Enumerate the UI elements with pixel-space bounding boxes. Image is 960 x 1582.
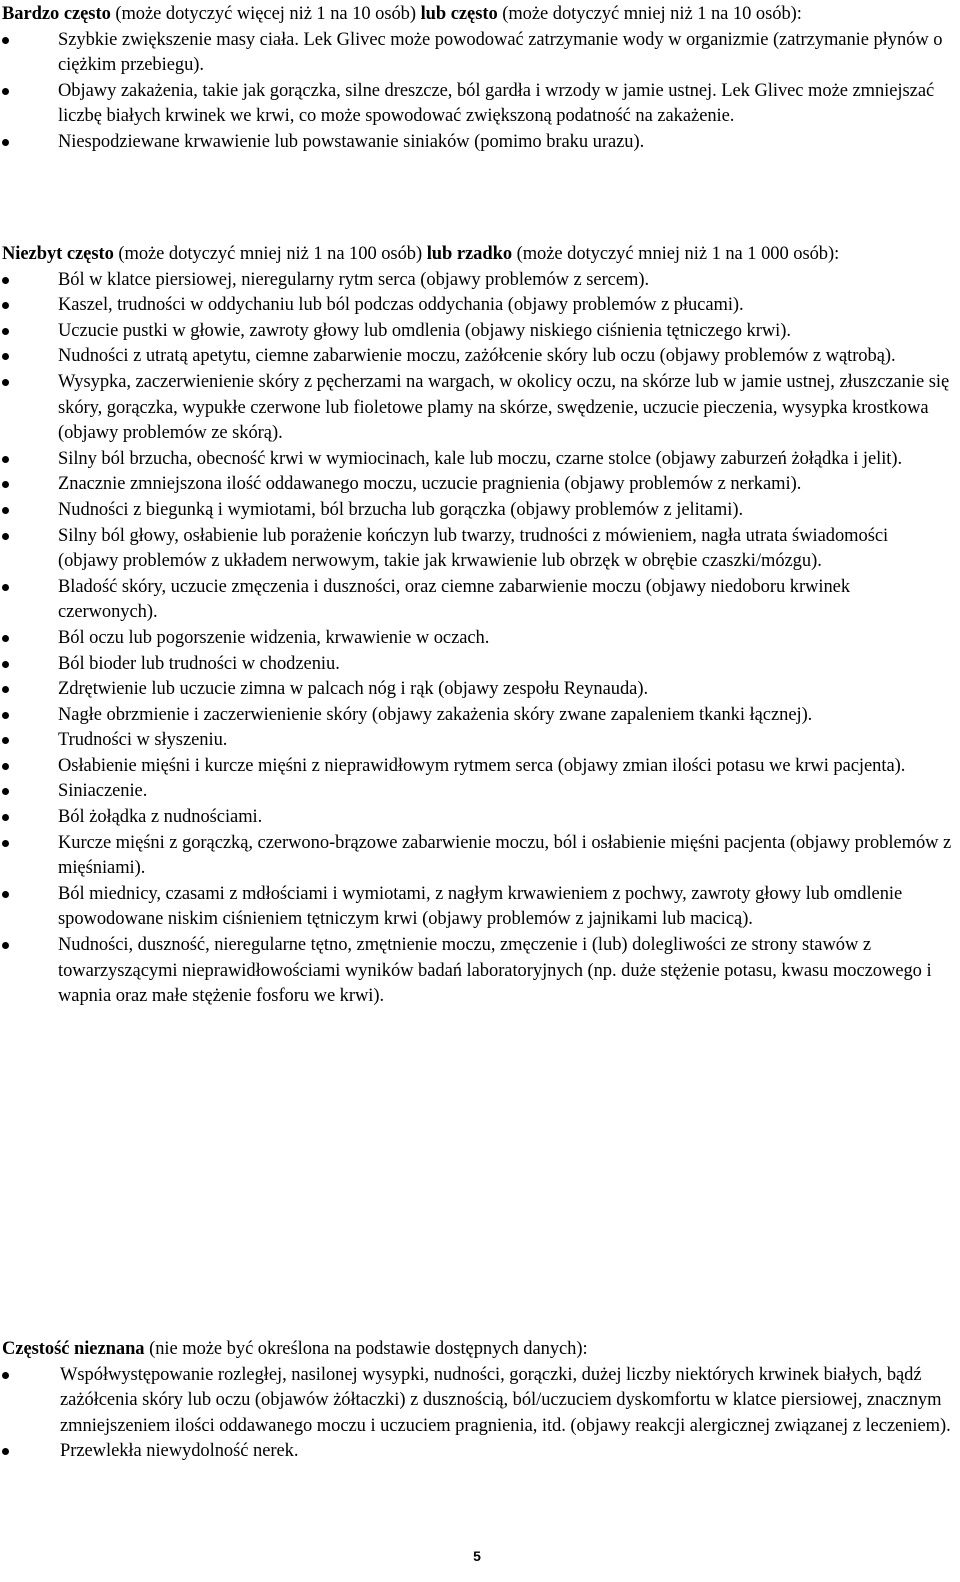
- heading-bold-term: Bardzo często: [2, 4, 111, 24]
- list-item-text: Znacznie zmniejszona ilość oddawanego moczu, uczucie pragnienia (objawy problemów z nerkami).: [58, 474, 802, 495]
- side-effects-list: [2, 28, 952, 156]
- list-item-text: Objawy zakażenia, takie jak gorączka, silne dreszcze, ból gardła i wrzody w jamie ustnej. Lek Glivec może zmniejszać liczbę białych krwinek we krwi, co może spowodować zwiększoną podatność na zakażenie.: [58, 80, 935, 127]
- bullet-icon: [2, 763, 9, 770]
- side-effects-list: [2, 1363, 952, 1465]
- list-item: [2, 447, 952, 473]
- list-item: [2, 28, 952, 79]
- bullet-icon: [2, 277, 9, 284]
- section-uncommon-rare: [2, 242, 952, 1010]
- bullet-icon: [2, 840, 9, 847]
- page-number: 5: [473, 1548, 481, 1564]
- list-item: [2, 805, 952, 831]
- list-item-text: Bladość skóry, uczucie zmęczenia i duszności, oraz ciemne zabarwienie moczu (objawy niedoboru krwinek czerwonych).: [58, 576, 851, 623]
- list-item-text: Uczucie pustki w głowie, zawroty głowy lub omdlenia (objawy niskiego ciśnienia tętniczego krwi).: [58, 320, 791, 341]
- bullet-icon: [2, 139, 9, 146]
- list-item: [2, 498, 952, 524]
- bullet-icon: [2, 353, 9, 360]
- list-item-text: Osłabienie mięśni i kurcze mięśni z nieprawidłowym rytmem serca (objawy zmian ilości potasu we krwi pacjenta).: [58, 755, 906, 776]
- list-item-text: Przewlekła niewydolność nerek.: [60, 1441, 299, 1462]
- bullet-icon: [2, 686, 9, 693]
- section-frequency-unknown: [2, 1337, 952, 1465]
- list-item-text: Trudności w słyszeniu.: [58, 730, 228, 751]
- list-item-text: Ból miednicy, czasami z mdłościami i wymiotami, z nagłym krwawieniem z pochwy, zawroty głowy lub omdlenie spowodowane niskim ciśnieniem tętniczym krwi (objawy problemów z jajnikami lub macicą).: [58, 883, 903, 930]
- heading-bold-term: lub rzadko: [426, 244, 513, 264]
- heading-description: (może dotyczyć więcej niż 1 na 10 osób): [110, 4, 421, 24]
- list-item-text: Niespodziewane krwawienie lub powstawanie siniaków (pomimo braku urazu).: [58, 131, 645, 152]
- list-item: [2, 268, 952, 294]
- list-item-text: Nudności, duszność, nieregularne tętno, zmętnienie moczu, zmęczenie i (lub) dolegliwości ze strony stawów z towarzyszącymi nieprawidłowościami wyników badań laboratoryjnych (np. duże stężenie potasu, kwasu moczowego i wapnia oraz małe stężenie fosforu we krwi).: [58, 935, 932, 1007]
- section-heading: [2, 1337, 952, 1363]
- list-item: [2, 1439, 952, 1465]
- list-item: [2, 933, 952, 1010]
- heading-description: (może dotyczyć mniej niż 1 na 100 osób): [113, 244, 427, 264]
- list-item: [2, 79, 952, 130]
- heading-bold-term: Częstość nieznana: [2, 1339, 145, 1359]
- section-very-common: [2, 2, 952, 156]
- list-item-text: Silny ból głowy, osłabienie lub porażenie kończyn lub twarzy, trudności z mówieniem, nagła utrata świadomości (objawy problemów z układem nerwowym, takie jak krwawienie lub obrzęk w obrębie czaszki/mózgu).: [58, 525, 889, 572]
- list-item: [2, 754, 952, 780]
- bullet-icon: [2, 1372, 9, 1379]
- list-item: [2, 831, 952, 882]
- list-item-text: Kaszel, trudności w oddychaniu lub ból podczas oddychania (objawy problemów z płucami).: [58, 295, 744, 316]
- bullet-icon: [2, 712, 9, 719]
- list-item-text: Ból żołądka z nudnościami.: [58, 807, 263, 828]
- list-item-text: Wysypka, zaczerwienienie skóry z pęcherzami na wargach, w okolicy oczu, na skórze lub w jamie ustnej, złuszczanie się skóry, gorączka, wypukłe czerwone lub fioletowe plamy na skórze, swędzenie, uczucie pieczenia, wysypka krostkowa (objawy problemów ze skórą).: [58, 371, 950, 444]
- list-item: [2, 370, 952, 447]
- bullet-icon: [2, 584, 9, 591]
- list-item-text: Nudności z biegunką i wymiotami, ból brzucha lub gorączka (objawy problemów z jelitami).: [58, 499, 744, 520]
- list-item: [2, 652, 952, 678]
- bullet-icon: [2, 481, 9, 488]
- list-item: [2, 130, 952, 156]
- list-item: [2, 524, 952, 575]
- list-item-text: Kurcze mięśni z gorączką, czerwono-brązowe zabarwienie moczu, ból i osłabienie mięśni pacjenta (objawy problemów z mięśniami).: [58, 832, 952, 879]
- list-item: [2, 882, 952, 933]
- heading-description: (nie może być określona na podstawie dostępnych danych):: [144, 1339, 588, 1359]
- side-effects-list: [2, 268, 952, 1010]
- list-item: [2, 319, 952, 345]
- bullet-icon: [2, 814, 9, 821]
- bullet-icon: [2, 661, 9, 668]
- heading-description: (może dotyczyć mniej niż 1 na 1 000 osób):: [512, 244, 840, 264]
- bullet-icon: [2, 379, 9, 386]
- list-item: [2, 472, 952, 498]
- bullet-icon: [2, 328, 9, 335]
- bullet-icon: [2, 942, 9, 949]
- bullet-icon: [2, 88, 9, 95]
- list-item-text: Siniaczenie.: [58, 781, 148, 802]
- list-item: [2, 779, 952, 805]
- list-item-text: Ból w klatce piersiowej, nieregularny rytm serca (objawy problemów z sercem).: [58, 269, 650, 290]
- heading-bold-term: lub często: [420, 4, 498, 24]
- list-item: [2, 344, 952, 370]
- list-item-text: Ból bioder lub trudności w chodzeniu.: [58, 653, 340, 674]
- list-item: [2, 626, 952, 652]
- list-item-text: Ból oczu lub pogorszenie widzenia, krwawienie w oczach.: [58, 627, 490, 648]
- bullet-icon: [2, 533, 9, 540]
- bullet-icon: [2, 1448, 9, 1455]
- list-item: [2, 703, 952, 729]
- list-item: [2, 677, 952, 703]
- list-item-text: Silny ból brzucha, obecność krwi w wymiocinach, kale lub moczu, czarne stolce (objawy zaburzeń żołądka i jelit).: [58, 448, 903, 469]
- bullet-icon: [2, 891, 9, 898]
- list-item: [2, 575, 952, 626]
- list-item-text: Współwystępowanie rozległej, nasilonej wysypki, nudności, gorączki, dużej liczby niektórych krwinek białych, bądź zażółcenia skóry lub oczu (objawów żółtaczki) z dusznością, ból/uczuciem dyskomfortu w klatce piersiowej, znacznym zmniejszeniem ilości oddawanego moczu i uczuciem pragnienia, itd. (objawy reakcji alergicznej związanej z leczeniem).: [60, 1364, 951, 1436]
- section-heading: [2, 2, 952, 28]
- list-item-text: Zdrętwienie lub uczucie zimna w palcach nóg i rąk (objawy zespołu Reynauda).: [58, 679, 649, 700]
- bullet-icon: [2, 302, 9, 309]
- heading-description: (może dotyczyć mniej niż 1 na 10 osób):: [497, 4, 802, 24]
- list-item: [2, 293, 952, 319]
- list-item-text: Nudności z utratą apetytu, ciemne zabarwienie moczu, zażółcenie skóry lub oczu (objawy problemów z wątrobą).: [58, 346, 896, 367]
- list-item-text: Nagłe obrzmienie i zaczerwienienie skóry (objawy zakażenia skóry zwane zapaleniem tkanki łącznej).: [58, 704, 813, 725]
- section-heading: [2, 242, 952, 268]
- bullet-icon: [2, 37, 9, 44]
- bullet-icon: [2, 635, 9, 642]
- list-item: [2, 1363, 952, 1440]
- bullet-icon: [2, 737, 9, 744]
- list-item: [2, 728, 952, 754]
- heading-bold-term: Niezbyt często: [2, 244, 114, 264]
- bullet-icon: [2, 507, 9, 514]
- list-item-text: Szybkie zwiększenie masy ciała. Lek Glivec może powodować zatrzymanie wody w organizmie (zatrzymanie płynów o ciężkim przebiegu).: [58, 29, 943, 76]
- bullet-icon: [2, 456, 9, 463]
- bullet-icon: [2, 788, 9, 795]
